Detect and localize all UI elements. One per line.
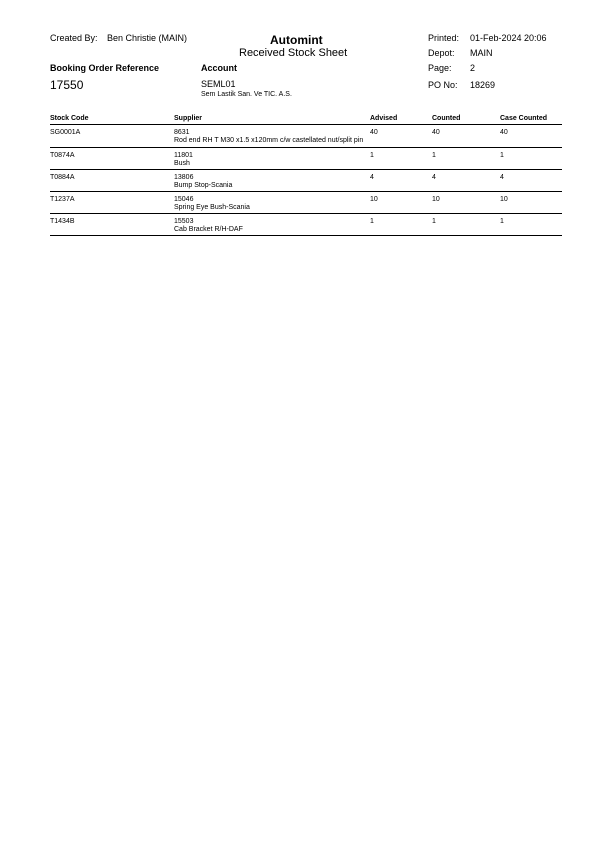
row-divider [50, 191, 562, 192]
account-name: Sem Lastik San. Ve TIC. A.S. [201, 91, 292, 98]
col-advised: Advised [370, 115, 398, 122]
account-code: SEML01 [201, 79, 236, 89]
row-divider [50, 213, 562, 214]
depot-value: MAIN [470, 48, 493, 58]
item-description: Cab Bracket R/H-DAF [174, 226, 243, 233]
supplier-code: 15046 [174, 196, 194, 203]
page-label: Page: [428, 63, 452, 73]
item-description: Bush [174, 160, 190, 167]
company-name: Automint [270, 33, 323, 47]
item-description: Spring Eye Bush-Scania [174, 204, 250, 211]
supplier-code: 11801 [174, 152, 193, 159]
advised-qty: 4 [370, 174, 374, 181]
po-label: PO No: [428, 80, 458, 90]
counted-qty: 1 [432, 218, 436, 225]
advised-qty: 1 [370, 218, 374, 225]
row-divider [50, 235, 562, 236]
col-counted: Counted [432, 115, 461, 122]
account-label: Account [201, 63, 237, 73]
printed-label: Printed: [428, 33, 460, 43]
counted-qty: 1 [432, 152, 436, 159]
case-counted-qty: 1 [500, 218, 504, 225]
page-value: 2 [470, 63, 476, 73]
depot-label: Depot: [428, 48, 455, 58]
case-counted-qty: 10 [500, 196, 508, 203]
counted-qty: 4 [432, 174, 436, 181]
supplier-code: 8631 [174, 129, 190, 136]
advised-qty: 10 [370, 196, 378, 203]
header-divider [50, 124, 562, 125]
item-description: Bump Stop-Scania [174, 182, 233, 189]
case-counted-qty: 1 [500, 152, 504, 159]
col-case-counted: Case Counted [500, 115, 548, 122]
booking-ref-value: 17550 [50, 78, 84, 92]
row-divider [50, 147, 562, 148]
counted-qty: 40 [432, 129, 440, 136]
supplier-code: 15503 [174, 218, 194, 225]
document-title: Received Stock Sheet [239, 47, 348, 59]
created-by-value: Ben Christie (MAIN) [107, 33, 188, 43]
stock-code: T0874A [50, 152, 75, 159]
stock-code: T0884A [50, 174, 75, 181]
advised-qty: 40 [370, 129, 378, 136]
col-supplier: Supplier [174, 115, 203, 122]
stock-code: T1237A [50, 196, 75, 203]
case-counted-qty: 4 [500, 174, 504, 181]
printed-value: 01-Feb-2024 20:06 [470, 33, 547, 43]
row-divider [50, 169, 562, 170]
item-description: Rod end RH T M30 x1.5 x120mm c/w castellated nut/split pin [174, 137, 364, 144]
advised-qty: 1 [370, 152, 374, 159]
booking-ref-label: Booking Order Reference [50, 63, 160, 73]
supplier-code: 13806 [174, 174, 194, 181]
case-counted-qty: 40 [500, 129, 508, 136]
po-value: 18269 [470, 80, 496, 90]
col-stock-code: Stock Code [50, 115, 89, 122]
created-by-label: Created By: [50, 33, 98, 43]
stock-code: T1434B [50, 218, 75, 225]
counted-qty: 10 [432, 196, 440, 203]
stock-code: SG0001A [50, 129, 81, 136]
